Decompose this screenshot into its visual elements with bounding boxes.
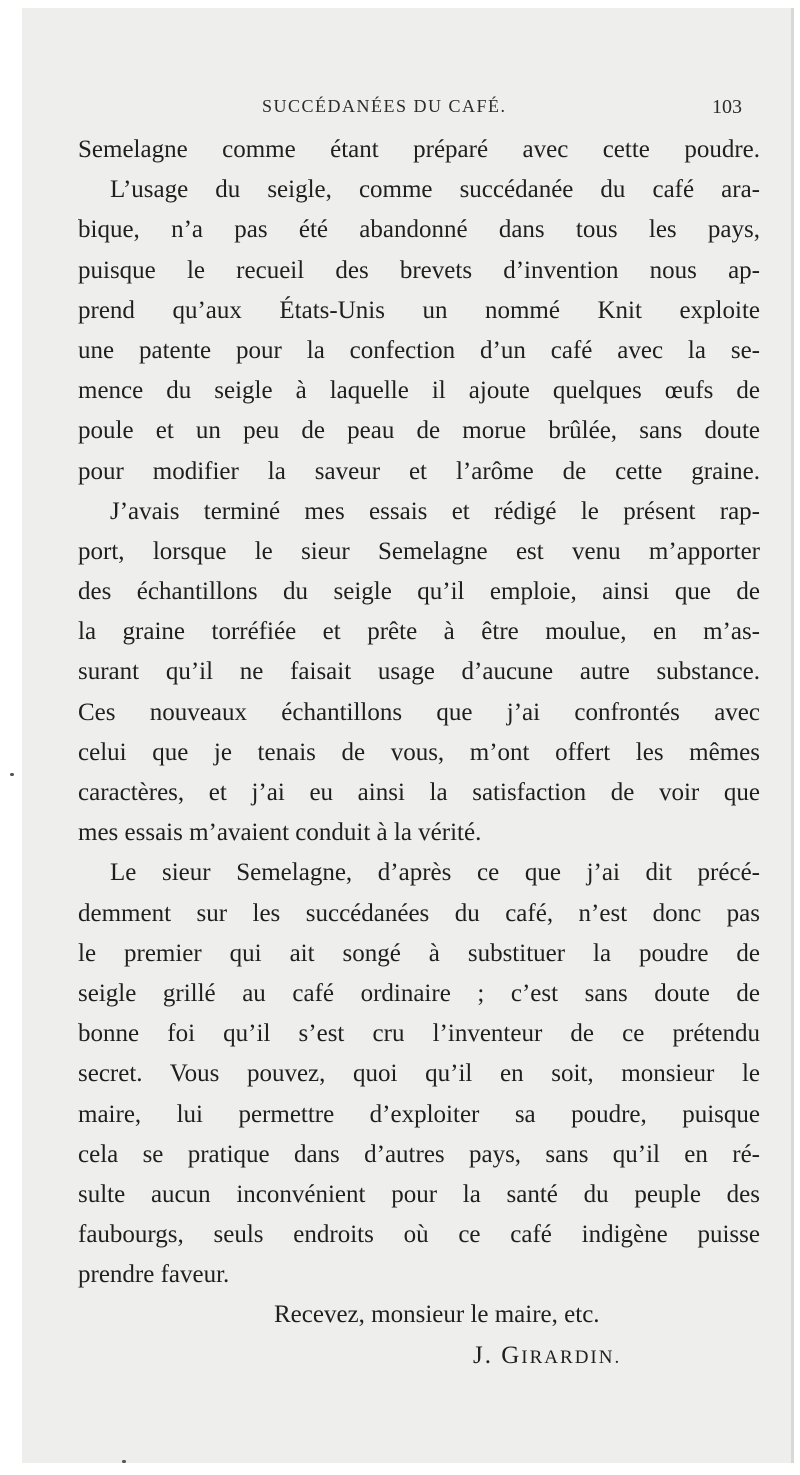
signature [78,1336,760,1376]
text-line: caractères, et j’ai eu ainsi la satisfaction de voir que [78,779,760,806]
text-line: faubourgs, seuls endroits où ce café indigène puisse [78,1221,760,1249]
text-line: sulte aucun inconvénient pour la santé du peuple des [78,1180,760,1208]
text-line: la graine torréfiée et prête à être moulue, en m’as- [78,618,760,646]
text-line: prendre faveur. [78,1261,230,1289]
text-line: maire, lui permettre d’exploiter sa poudre, puisque [78,1100,760,1128]
text-line: bique, n’a pas été abandonné dans tous les pays, [78,216,760,244]
text-line: mence du seigle à laquelle il ajoute quelques œufs de [78,377,760,405]
text-line: poule et un peu de peau de morue brûlée, sans doute [78,417,760,445]
text-line: secret. Vous pouvez, quoi qu’il en soit, monsieur le [78,1060,760,1088]
text-line: celui que je tenais de vous, m’ont offert les mêmes [78,738,760,766]
book-page [22,8,794,1463]
signature-surname: IRARDIN. [521,1346,622,1368]
text-line: surant qu’il ne faisait usage d’aucune autre substance. [78,658,760,686]
text-line: des échantillons du seigle qu’il emploie, ainsi que de [78,578,760,606]
text-line: mes essais m’avaient conduit à la vérité. [78,819,482,847]
text-line: une patente pour la confection d’un café avec la se- [78,336,760,364]
text-line: Semelagne comme étant préparé avec cette poudre. [78,136,760,163]
running-title: SUCCÉDANÉES DU CAFÉ. [262,96,507,116]
body-text [78,130,760,1376]
text-line: seigle grillé au café ordinaire ; c’est sans doute de [78,979,760,1007]
text-line: pour modifier la saveur et l’arôme de cette graine. [78,457,760,485]
text-line: bonne foi qu’il s’est cru l’inventeur de ce prétendu [78,1020,760,1048]
text-line: L’usage du seigle, comme succédanée du café ara- [110,176,760,204]
text-line: puisque le recueil des brevets d’invention nous ap- [78,256,760,284]
page-header [22,96,791,122]
ink-speck [10,773,14,776]
text-line: J’avais terminé mes essais et rédigé le présent rap- [110,497,760,525]
text-line: port, lorsque le sieur Semelagne est venu m’apporter [78,537,760,565]
text-line: cela se pratique dans d’autres pays, sans qu’il en ré- [78,1140,760,1168]
text-line: Le sieur Semelagne, d’après ce que j’ai dit précé- [110,859,760,887]
text-line: le premier qui ait songé à substituer la poudre de [78,939,760,967]
text-line: Ces nouveaux échantillons que j’ai confrontés avec [78,698,760,726]
text-line: prend qu’aux États-Unis un nommé Knit exploite [78,296,760,324]
signature-initial: J. G [473,1341,522,1369]
page-number: 103 [712,96,742,118]
text-line: demment sur les succédanées du café, n’est donc pas [78,899,760,927]
ink-speck [122,1460,126,1463]
closing-formula: Recevez, monsieur le maire, etc. [274,1301,600,1329]
